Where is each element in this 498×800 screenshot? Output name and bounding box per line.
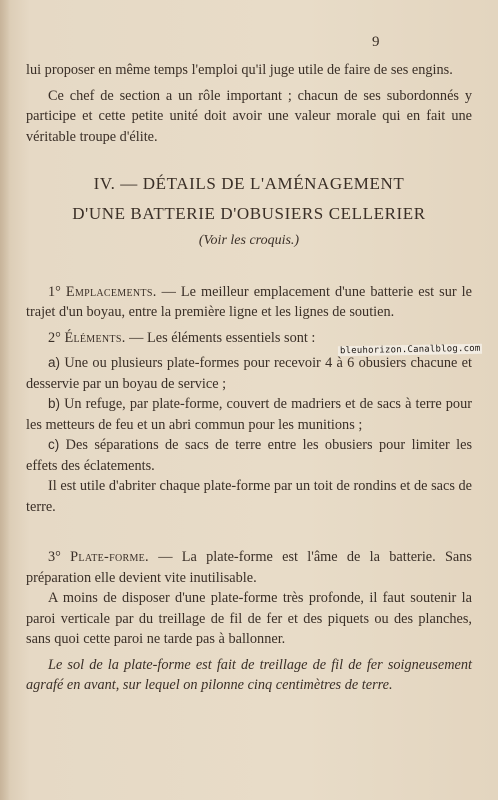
paragraph-emplacements [26,282,472,323]
list-item [26,435,472,476]
list-marker: c) [48,437,60,452]
elements-text: — Les éléments essentiels sont : [129,329,316,346]
plateforme-text: — La plate-forme est l'âme de la batterie. Sans préparation elle devient vite inutilisable. [26,549,472,586]
emplacements-number: 1° [48,283,61,300]
page-body [26,60,472,696]
list-item-text: Une ou plusieurs plate-formes pour recevoir 4 à 6 obusiers chacune et desservie par un boyau de service ; [26,355,472,392]
emplacements-label: Emplacements. [65,283,157,300]
elements-note: Il est utile d'abriter chaque plate-forme par un toit de rondins et de sacs de terre. [26,478,472,515]
section-heading [26,169,472,229]
watermark-stamp: bleuhorizon.Canalblog.com [339,343,481,357]
intro-paragraph: Ce chef de section a un rôle important ; chacun de ses subordonnés y participe et cette petite unité doit avoir une valeur morale qui en fait une véritable troupe d'élite. [26,87,472,145]
section-heading-line2: D'UNE BATTERIE D'OBUSIERS CELLERIER [72,204,426,223]
paragraph-plateforme [26,547,472,588]
elements-number: 2° [48,329,61,346]
list-item [26,394,472,435]
plateforme-paragraph-2: A moins de disposer d'une plate-forme très profonde, il faut soutenir la paroi verticale par du treillage de fil de fer et des piquets ou des planches, sans quoi cette paroi ne tarde pas à ballonner. [26,590,472,647]
section-subtitle: (Voir les croquis.) [198,233,300,248]
emplacements-text: — Le meilleur emplacement d'une batterie est sur le trajet d'un boyau, entre la première ligne et les lignes de soutien. [26,283,472,320]
plateforme-number: 3° [48,549,61,565]
list-item-text: Un refuge, par plate-forme, couvert de madriers et de sacs à terre pour les metteurs de feu et un abri commun pour les munitions ; [26,396,472,433]
list-marker: b) [48,396,61,411]
page-spine-shadow [0,0,10,800]
list-item-text: Des séparations de sacs de terre entre les obusiers pour limiter les effets des éclatements. [26,437,473,474]
page-number: 9 [372,34,380,50]
plateforme-italic-paragraph: Le sol de la plate-forme est fait de treillage de fil de fer soigneusement agrafé en avant, sur lequel on pilonne cinq centimètres de terre. [26,656,472,693]
plateforme-label: Plate-forme. [70,549,149,565]
elements-label: Éléments. [64,329,126,346]
section-heading-line1: IV. — DÉTAILS DE L'AMÉNAGEMENT [93,174,405,193]
list-item [26,353,472,394]
list-marker: a) [48,355,61,370]
intro-line: lui proposer en même temps l'emploi qu'il juge utile de faire de ses engins. [26,62,453,78]
